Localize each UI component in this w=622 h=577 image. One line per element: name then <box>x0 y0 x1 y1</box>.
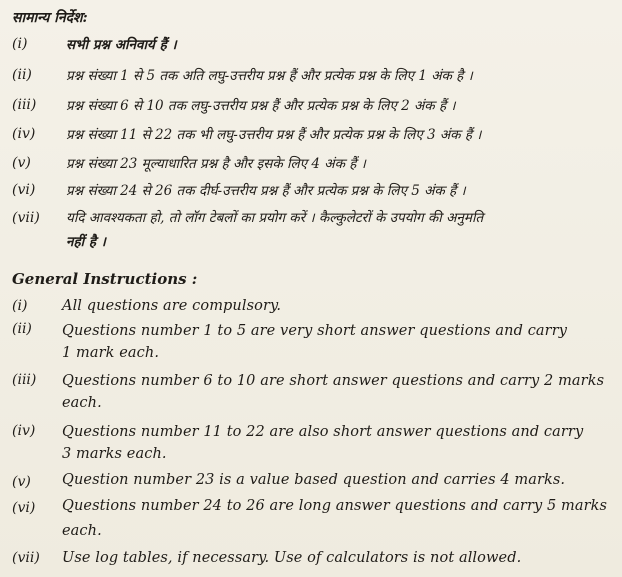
item-marker: (vii) <box>12 550 40 566</box>
item-text: Questions number 11 to 22 are also short answer questions and carry <box>62 424 584 440</box>
item-text: Question number 23 is a value based question and carries 4 marks. <box>62 472 566 488</box>
item-text: All questions are compulsory. <box>62 298 282 314</box>
item-text: Questions number 24 to 26 are long answer questions and carry 5 marks <box>62 498 608 514</box>
item-text: प्रश्न संख्या 1 से 5 तक अति लघु-उत्तरीय प्रश्न हैं और प्रत्येक प्रश्न के लिए 1 अंक है । <box>66 68 473 84</box>
item-text: 3 marks each. <box>62 446 167 462</box>
item-text: नहीं है । <box>66 234 106 250</box>
item-marker: (iv) <box>12 126 36 142</box>
item-marker: (ii) <box>12 67 32 83</box>
item-text: each. <box>62 395 102 411</box>
item-marker: (i) <box>12 36 28 52</box>
item-text: each. <box>62 523 102 539</box>
item-text: Questions number 1 to 5 are very short answer questions and carry <box>62 323 568 339</box>
item-marker: (vi) <box>12 500 36 516</box>
item-text: सभी प्रश्न अनिवार्य हैं । <box>66 37 177 53</box>
item-marker: (i) <box>12 298 28 314</box>
english-heading: General Instructions : <box>12 270 198 288</box>
item-marker: (iv) <box>12 423 36 439</box>
item-text: Questions number 6 to 10 are short answer questions and carry 2 marks <box>62 373 605 389</box>
item-text: प्रश्न संख्या 24 से 26 तक दीर्घ-उत्तरीय प्रश्न हैं और प्रत्येक प्रश्न के लिए 5 अंक हैं । <box>66 183 466 199</box>
item-marker: (iii) <box>12 97 37 113</box>
item-marker: (v) <box>12 474 31 490</box>
item-text: 1 mark each. <box>62 345 160 361</box>
item-text: प्रश्न संख्या 23 मूल्याधारित प्रश्न है और इसके लिए 4 अंक हैं । <box>66 156 366 172</box>
item-marker: (ii) <box>12 321 32 337</box>
item-marker: (vi) <box>12 182 36 198</box>
item-marker: (vii) <box>12 210 40 226</box>
item-text: प्रश्न संख्या 11 से 22 तक भी लघु-उत्तरीय प्रश्न हैं और प्रत्येक प्रश्न के लिए 3 अंक हैं । <box>66 127 482 143</box>
item-marker: (v) <box>12 155 31 171</box>
item-text: प्रश्न संख्या 6 से 10 तक लघु-उत्तरीय प्रश्न हैं और प्रत्येक प्रश्न के लिए 2 अंक हैं । <box>66 98 456 114</box>
item-text: Use log tables, if necessary. Use of calculators is not allowed. <box>62 550 522 566</box>
item-text: यदि आवश्यकता हो, तो लॉग टेबलों का प्रयोग करें । कैल्कुलेटरों के उपयोग की अनुमति <box>66 210 484 226</box>
item-marker: (iii) <box>12 372 37 388</box>
hindi-heading: सामान्य निर्देश: <box>12 10 88 26</box>
